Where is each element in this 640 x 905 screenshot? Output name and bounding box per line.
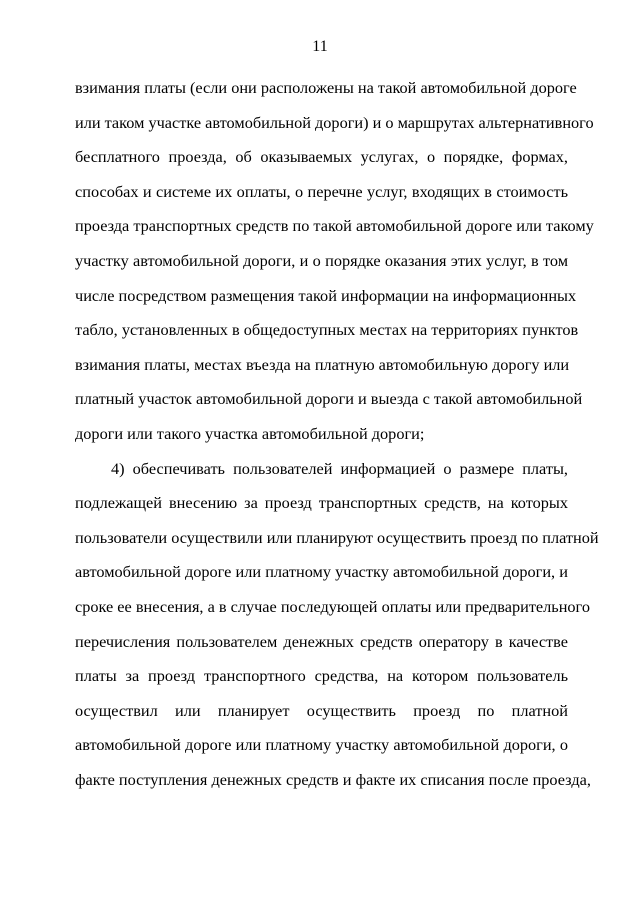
text-line: дороги или такого участка автомобильной дороги; <box>75 423 425 443</box>
page-number: 11 <box>312 38 328 55</box>
text-line: сроке ее внесения, а в случае последующей оплаты или предварительного <box>75 596 590 616</box>
text-line: автомобильной дороге или платному участку автомобильной дороги, о <box>75 735 568 755</box>
text-line: или таком участке автомобильной дороги) и о маршрутах альтернативного <box>75 112 594 132</box>
text-line: 4) обеспечивать пользователей информацией о размере платы, <box>111 458 568 478</box>
text-line: взимания платы, местах въезда на платную автомобильную дорогу или <box>75 354 570 374</box>
text-line: бесплатного проезда, об оказываемых услугах, о порядке, формах, <box>75 147 568 167</box>
text-line: участку автомобильной дороги, и о порядке оказания этих услуг, в том <box>75 250 568 270</box>
text-line: автомобильной дороге или платному участку автомобильной дороги, и <box>75 562 568 582</box>
text-line: взимания платы (если они расположены на такой автомобильной дороге <box>75 78 577 97</box>
document-body <box>75 78 599 804</box>
text-line: платы за проезд транспортного средства, на котором пользователь <box>75 666 568 686</box>
text-line: перечисления пользователем денежных средств оператору в качестве <box>75 631 568 651</box>
text-line: пользователи осуществили или планируют осуществить проезд по платной <box>75 527 599 547</box>
text-line: способах и системе их оплаты, о перечне услуг, входящих в стоимость <box>75 181 568 201</box>
text-line: факте поступления денежных средств и факте их списания после проезда, <box>75 769 591 789</box>
text-line: платный участок автомобильной дороги и выезда с такой автомобильной <box>75 389 583 409</box>
text-line: осуществил или планирует осуществить проезд по платной <box>75 700 568 720</box>
text-line: числе посредством размещения такой информации на информационных <box>75 285 577 305</box>
text-line: подлежащей внесению за проезд транспортных средств, на которых <box>75 493 568 513</box>
text-line: табло, установленных в общедоступных местах на территориях пунктов <box>75 320 579 340</box>
text-line: проезда транспортных средств по такой автомобильной дороге или такому <box>75 216 594 236</box>
